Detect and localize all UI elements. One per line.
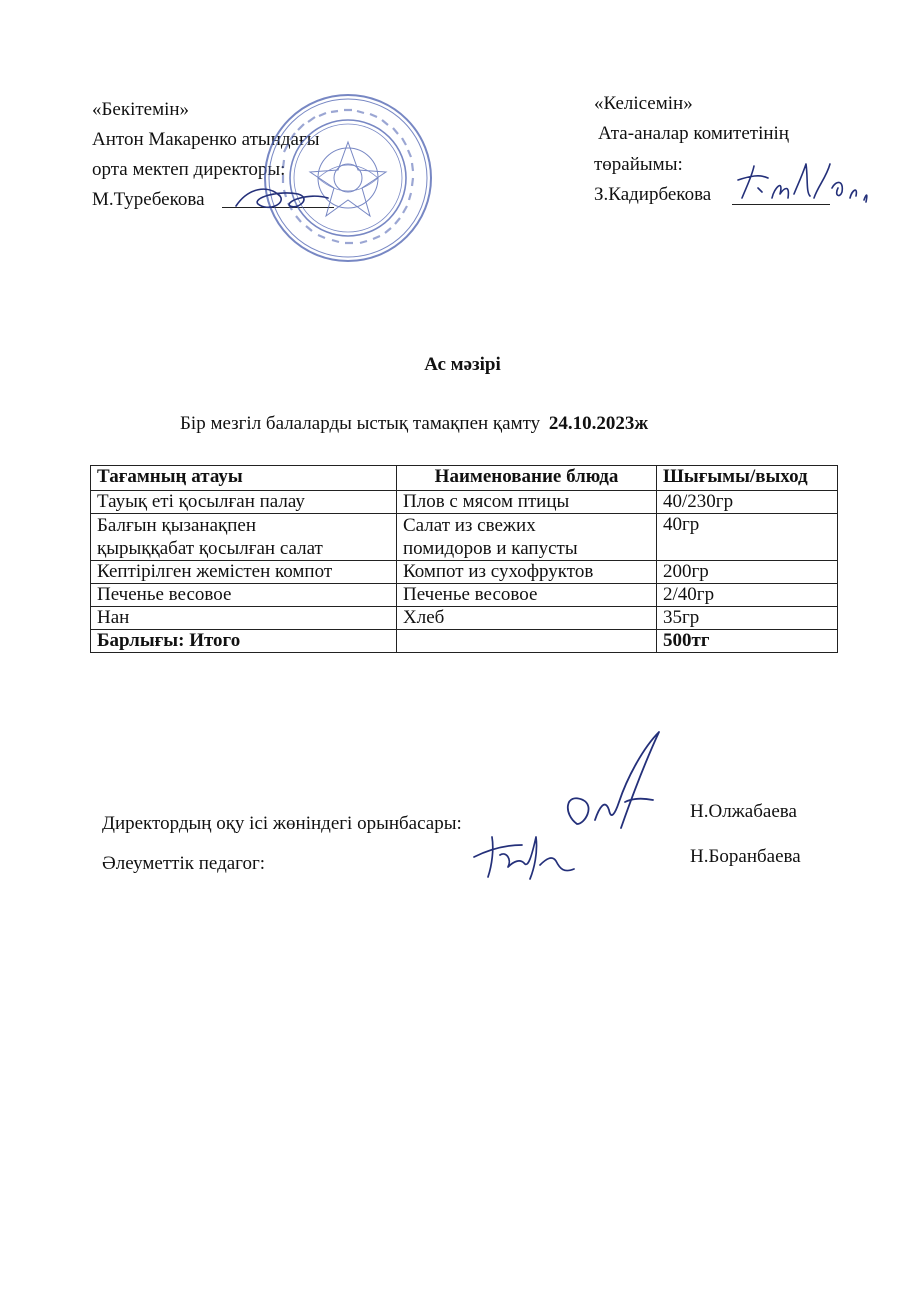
- cell-output: 40/230гр: [657, 491, 838, 514]
- total-label: Барлығы: Итого: [91, 630, 397, 653]
- cell-ru: Печенье весовое: [397, 584, 657, 607]
- subtitle-text: Бір мезгіл балаларды ыстық тамақпен қамту: [180, 413, 541, 434]
- director-signature: [228, 178, 338, 218]
- cell-ru: Компот из сухофруктов: [397, 561, 657, 584]
- document-subtitle: [180, 412, 648, 436]
- committee-signature: [732, 158, 872, 208]
- agree-heading: «Келісемін»: [594, 93, 693, 114]
- cell-kz: Кептірілген жемістен компот: [91, 561, 397, 584]
- cell-output: 200гр: [657, 561, 838, 584]
- agree-line-1: Ата-аналар комитетінің: [598, 123, 789, 144]
- approve-line-1: Антон Макаренко атындағы: [92, 129, 320, 150]
- agree-name: З.Кадирбекова: [594, 184, 712, 205]
- cell-kz: Нан: [91, 607, 397, 630]
- col-header-output: Шығымы/выход: [657, 466, 838, 491]
- total-value: 500тг: [657, 630, 838, 653]
- cell-ru: Хлеб: [397, 607, 657, 630]
- table-row: [91, 514, 838, 561]
- cell-kz: Печенье весовое: [91, 584, 397, 607]
- pedagogue-signature: [470, 825, 580, 885]
- pedagogue-name: Н.Боранбаева: [690, 846, 801, 867]
- col-header-ru: Наименование блюда: [397, 466, 657, 491]
- approve-name: М.Туребекова: [92, 189, 205, 210]
- cell-ru: Салат из свежих помидоров и капусты: [397, 514, 657, 561]
- document-title: Ас мәзірі: [424, 354, 501, 375]
- table-total-row: [91, 630, 838, 653]
- cell-output: 35гр: [657, 607, 838, 630]
- col-header-kz: Тағамның атауы: [91, 466, 397, 491]
- cell-kz: Балғын қызанақпен қырыққабат қосылған салат: [91, 514, 397, 561]
- menu-table: [90, 465, 838, 653]
- total-ru: [397, 630, 657, 653]
- deputy-signature: [555, 728, 665, 838]
- table-header-row: [91, 466, 838, 491]
- cell-kz: Тауық еті қосылған палау: [91, 491, 397, 514]
- table-row: [91, 491, 838, 514]
- deputy-role: Директордың оқу ісі жөніндегі орынбасары:: [102, 813, 462, 834]
- deputy-name: Н.Олжабаева: [690, 801, 797, 822]
- approve-line-2: орта мектеп директоры:: [92, 159, 286, 180]
- table-row: [91, 561, 838, 584]
- table-row: [91, 584, 838, 607]
- table-row: [91, 607, 838, 630]
- pedagogue-role: Әлеуметтік педагог:: [102, 853, 266, 874]
- cell-ru: Плов с мясом птицы: [397, 491, 657, 514]
- menu-date: 24.10.2023ж: [548, 413, 649, 434]
- cell-output: 2/40гр: [657, 584, 838, 607]
- cell-output: 40гр: [657, 514, 838, 561]
- agree-line-2: төрайымы:: [594, 154, 683, 175]
- approve-heading: «Бекітемін»: [92, 99, 190, 120]
